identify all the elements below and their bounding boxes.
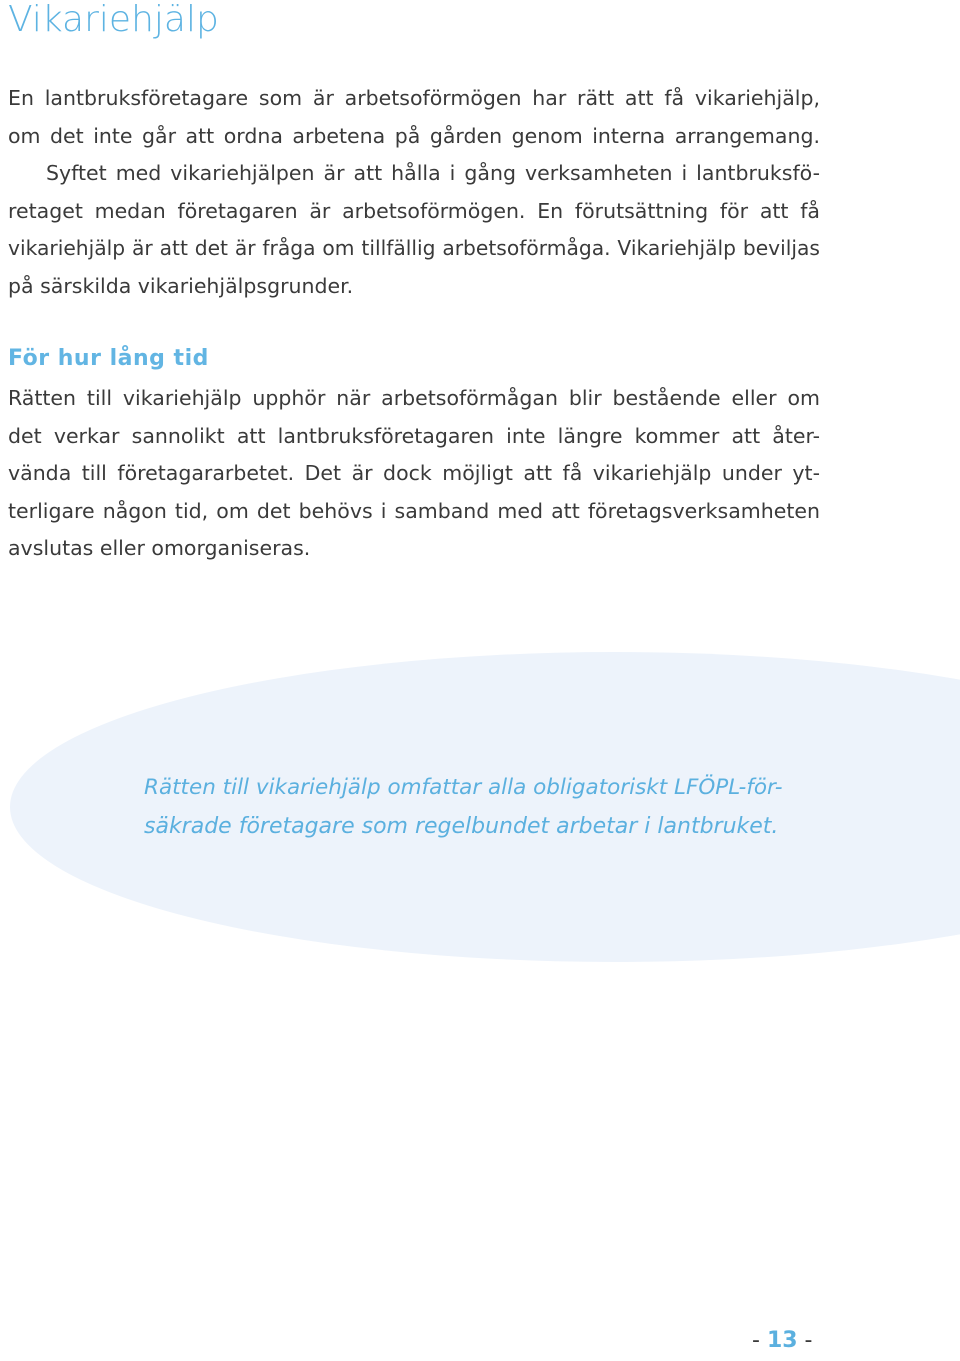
duration-paragraph	[8, 380, 820, 568]
intro-line: om det inte går att ordna arbetena på gården genom interna arrangemang.	[8, 123, 820, 148]
duration-line: Rätten till vikariehjälp upphör när arbetsoförmågan blir bestående eller om	[8, 386, 820, 410]
highlight-line: Rätten till vikariehjälp omfattar alla obligatoriskt LFÖPL-för-	[144, 775, 783, 800]
highlight-line: säkrade företagare som regelbundet arbetar i lantbruket.	[144, 814, 779, 839]
intro-line: retaget medan företagaren är arbetsoförmögen. En förutsättning för att få	[8, 198, 820, 223]
page-number-value: 13	[766, 1328, 798, 1353]
page-number-suffix: -	[797, 1328, 813, 1353]
page-number-prefix: -	[752, 1328, 767, 1353]
section-heading: För hur lång tid	[8, 346, 209, 371]
page-title: Vikariehjälp	[8, 0, 219, 40]
duration-line: terligare någon tid, om det behövs i samband med att företagsverksamheten	[8, 498, 820, 523]
highlight-quote	[144, 768, 784, 846]
intro-paragraph	[8, 80, 820, 305]
intro-line: vikariehjälp är att det är fråga om tillfällig arbetsoförmåga. Vikariehjälp beviljas	[8, 236, 820, 260]
duration-line: vända till företagararbetet. Det är dock möjligt att få vikariehjälp under yt-	[8, 461, 820, 485]
duration-line: det verkar sannolikt att lantbruksföretagaren inte längre kommer att åter-	[8, 423, 820, 448]
intro-line: En lantbruksföretagare som är arbetsoförmögen har rätt att få vikariehjälp,	[8, 86, 820, 110]
intro-line: Syftet med vikariehjälpen är att hålla i gång verksamheten i lantbruksfö-	[46, 161, 820, 185]
duration-line: avslutas eller omorganiseras.	[8, 536, 311, 560]
page-number	[752, 1326, 813, 1356]
intro-line: på särskilda vikariehjälpsgrunder.	[8, 273, 354, 298]
